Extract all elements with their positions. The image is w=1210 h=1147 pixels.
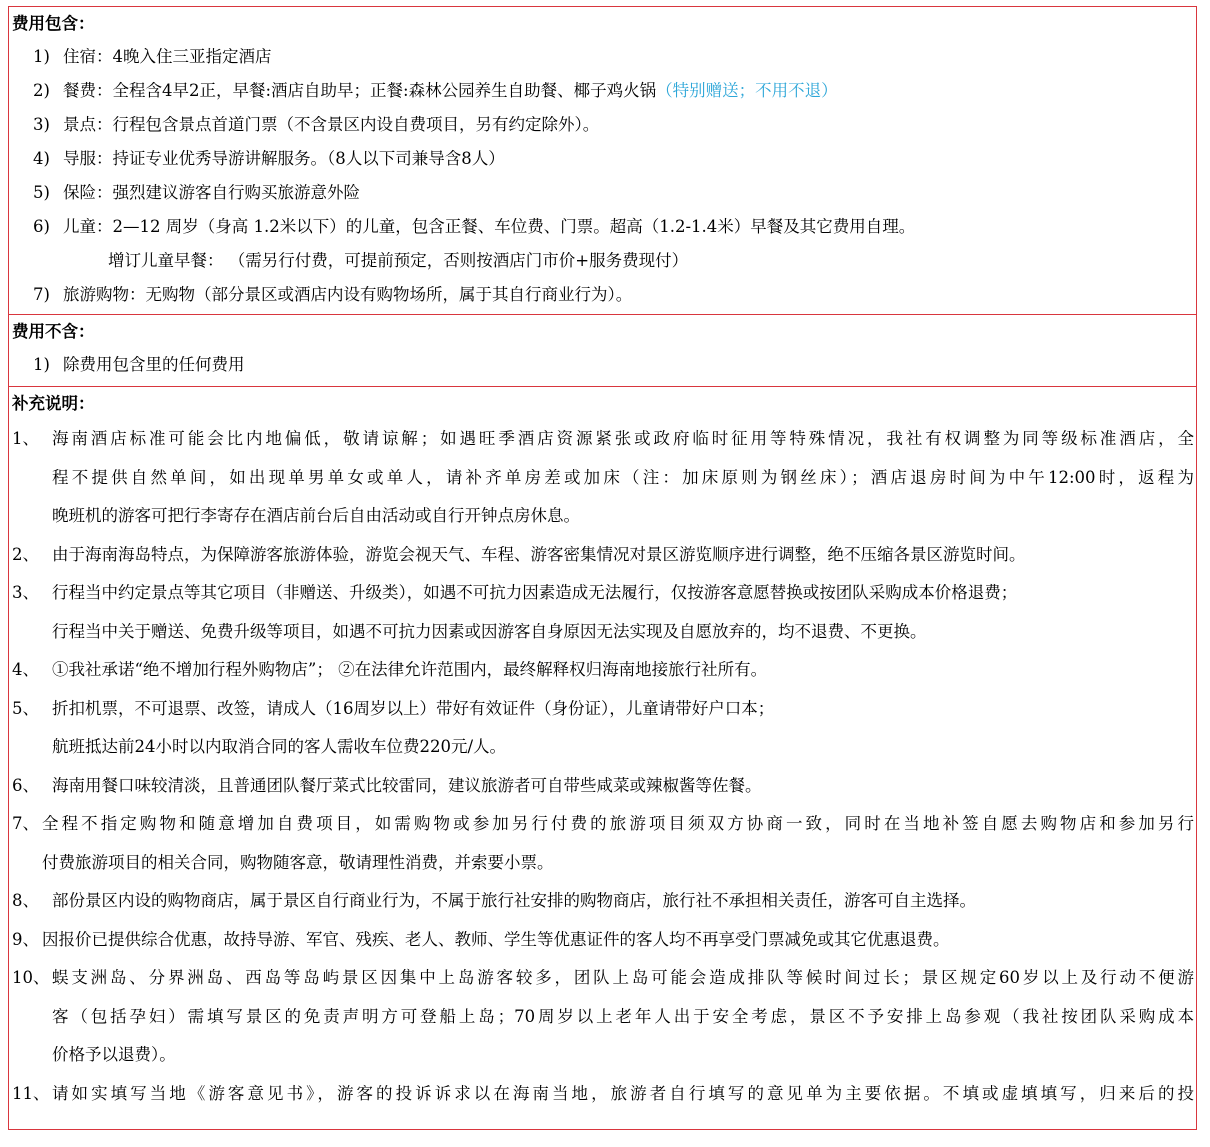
section-notes bbox=[9, 387, 1196, 1129]
note-line: 请如实填写当地《游客意见书》，游客的投诉诉求以在海南当地，旅游者自行填写的意见单为主要依据。不填或虚填填写，归来后的投 bbox=[52, 1083, 1194, 1103]
item-text: 除费用包含里的任何费用 bbox=[63, 355, 245, 374]
note-number: 7、 bbox=[12, 814, 39, 833]
included-child-breakfast bbox=[9, 244, 1196, 278]
note-item-11 bbox=[9, 1075, 1196, 1114]
item-number: 4) bbox=[33, 149, 50, 168]
included-item-shopping bbox=[9, 278, 1196, 312]
note-item-4 bbox=[9, 651, 1196, 690]
note-line: 海南用餐口味较清淡，且普通团队餐厅菜式比较雷同，建议旅游者可自带些咸菜或辣椒酱等佐餐。 bbox=[52, 775, 762, 795]
included-item-accommodation bbox=[9, 40, 1196, 74]
item-text: 增订儿童早餐： （需另行付费，可提前预定，否则按酒店门市价+服务费现付） bbox=[108, 251, 689, 270]
note-line: 折扣机票，不可退票、改签，请成人（16周岁以上）带好有效证件（身份证），儿童请带好户口本； bbox=[52, 698, 775, 718]
section-heading-included: 费用包含： bbox=[12, 14, 95, 33]
item-text: 导服：持证专业优秀导游讲解服务。（8人以下司兼导含8人） bbox=[63, 149, 505, 168]
section-excluded bbox=[9, 315, 1196, 387]
note-number: 10、 bbox=[12, 968, 50, 987]
note-line: 价格予以退费）。 bbox=[52, 1045, 176, 1064]
item-text: 景点：行程包含景点首道门票（不含景区内设自费项目，另有约定除外）。 bbox=[63, 115, 600, 134]
note-line: 蜈支洲岛、分界洲岛、西岛等岛屿景区因集中上岛游客较多，团队上岛可能会造成排队等候时间过长；景区规定60岁以上及行动不便游 bbox=[52, 968, 1194, 987]
included-item-insurance bbox=[9, 176, 1196, 210]
note-line: 程不提供自然单间，如出现单男单女或单人，请补齐单房差或加床（注：加床原则为钢丝床）；酒店退房时间为中午12:00时，返程为 bbox=[52, 467, 1194, 487]
note-line: ①我社承诺“绝不增加行程外购物店”； ②在法律允许范围内，最终解释权归海南地接旅行社所有。 bbox=[52, 660, 768, 679]
item-text: 儿童：2—12 周岁（身高 1.2米以下）的儿童，包含正餐、车位费、门票。超高（1.2-1.4米）早餐及其它费用自理。 bbox=[63, 217, 916, 236]
note-line: 由于海南海岛特点，为保障游客旅游体验，游览会视天气、车程、游客密集情况对景区游览顺序进行调整，绝不压缩各景区游览时间。 bbox=[52, 544, 1026, 564]
section-heading-excluded: 费用不含： bbox=[12, 322, 95, 341]
note-number: 9、 bbox=[12, 929, 39, 949]
note-line: 因报价已提供综合优惠，故持导游、军官、残疾、老人、教师、学生等优惠证件的客人均不再享受门票减免或其它优惠退费。 bbox=[42, 929, 950, 949]
note-item-3 bbox=[9, 574, 1196, 651]
note-item-5 bbox=[9, 690, 1196, 767]
note-number: 5、 bbox=[12, 698, 39, 718]
included-item-attractions bbox=[9, 108, 1196, 142]
note-line: 付费旅游项目的相关合同，购物随客意，敬请理性消费，并索要小票。 bbox=[42, 852, 554, 872]
item-number: 7) bbox=[33, 285, 50, 304]
note-item-1 bbox=[9, 420, 1196, 536]
item-number: 1) bbox=[33, 355, 50, 374]
item-text: 旅游购物：无购物（部分景区或酒店内设有购物场所，属于其自行商业行为）。 bbox=[63, 285, 633, 304]
note-line: 部份景区内设的购物商店，属于景区自行商业行为，不属于旅行社安排的购物商店，旅行社不承担相关责任，游客可自主选择。 bbox=[52, 891, 976, 910]
note-line: 客（包括孕妇）需填写景区的免责声明方可登船上岛；70周岁以上老年人出于安全考虑，景区不予安排上岛参观（我社按团队采购成本 bbox=[52, 1006, 1194, 1026]
note-number: 11、 bbox=[12, 1083, 50, 1103]
document-frame bbox=[8, 6, 1197, 1130]
item-number: 6) bbox=[33, 217, 50, 236]
note-number: 3、 bbox=[12, 583, 39, 602]
note-item-10 bbox=[9, 959, 1196, 1075]
note-line: 晚班机的游客可把行李寄存在酒店前台后自由活动或自行开钟点房休息。 bbox=[52, 506, 580, 525]
item-text: 餐费：全程含4早2正，早餐:酒店自助早；正餐:森林公园养生自助餐、椰子鸡火锅 bbox=[63, 81, 657, 100]
included-item-meals bbox=[9, 74, 1196, 108]
note-item-8 bbox=[9, 882, 1196, 921]
note-item-2 bbox=[9, 536, 1196, 575]
note-line: 行程当中约定景点等其它项目（非赠送、升级类），如遇不可抗力因素造成无法履行，仅按游客意愿替换或按团队采购成本价格退费； bbox=[52, 583, 1018, 602]
item-text: 住宿：4晚入住三亚指定酒店 bbox=[63, 47, 272, 66]
note-line: 海南酒店标准可能会比内地偏低，敬请谅解；如遇旺季酒店资源紧张或政府临时征用等特殊情况，我社有权调整为同等级标准酒店，全 bbox=[52, 429, 1194, 448]
section-heading-notes: 补充说明： bbox=[12, 394, 95, 413]
note-number: 2、 bbox=[12, 544, 39, 564]
section-included bbox=[9, 7, 1196, 315]
included-item-children bbox=[9, 210, 1196, 244]
included-item-guide bbox=[9, 142, 1196, 176]
note-line: 行程当中关于赠送、免费升级等项目，如遇不可抗力因素或因游客自身原因无法实现及自愿放弃的，均不退费、不更换。 bbox=[52, 621, 927, 641]
note-item-7 bbox=[9, 805, 1196, 882]
note-number: 1、 bbox=[12, 429, 39, 448]
excluded-item bbox=[9, 348, 1196, 382]
note-number: 6、 bbox=[12, 775, 39, 795]
note-line: 航班抵达前24小时以内取消合同的客人需收车位费220元/人。 bbox=[52, 737, 507, 756]
highlight-note: （特别赠送；不用不退） bbox=[656, 81, 838, 100]
note-number: 4、 bbox=[12, 660, 39, 679]
note-number: 8、 bbox=[12, 891, 39, 910]
item-number: 2) bbox=[33, 81, 50, 100]
item-number: 3) bbox=[33, 115, 50, 134]
item-number: 5) bbox=[33, 183, 50, 202]
item-text: 保险：强烈建议游客自行购买旅游意外险 bbox=[63, 183, 360, 202]
note-item-9 bbox=[9, 921, 1196, 960]
note-line: 全程不指定购物和随意增加自费项目，如需购物或参加另行付费的旅游项目须双方协商一致，同时在当地补签自愿去购物店和参加另行 bbox=[42, 814, 1194, 833]
item-number: 1) bbox=[33, 47, 50, 66]
note-item-6 bbox=[9, 767, 1196, 806]
